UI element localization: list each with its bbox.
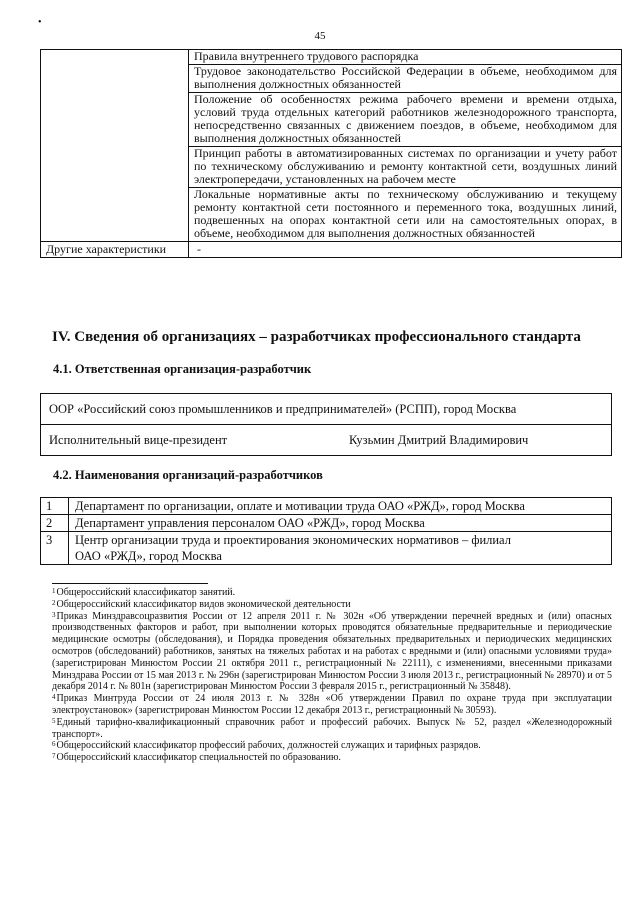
table-cell-empty: [41, 50, 189, 242]
page-number: 45: [314, 30, 326, 42]
developer-name: Центр организации труда и проектирования экономических нормативов – филиал ОАО «РЖД», город Москва: [69, 532, 612, 565]
responsible-signatory: [41, 425, 612, 456]
footnote-divider: [52, 583, 208, 584]
footnote-text: Приказ Минздравсоцразвития России от 12 апреля 2011 г. № 302н «Об утверждении перечней вредных и (или) опасных производственных факторов и работ, при выполнении которых проводятся обязательные предварительные и периодические медицинские осмотры (обследования), и Порядка проведения обязательных предварительных и периодических медицинских осмотров (обследований) работников, занятых на тяжелых работах и на работах с вредными и (или) опасными условиями труда» (зарегистрирован Минюстом России 21 октября 2011 г., регистрационный № 22111), с изменениями, внесенными приказами Минздрава России от 15 мая 2013 г. № 296н (зарегистрирован Минюстом России 3 июля 2013 г., регистрационный № 28970) и от 5 декабря 2014 г. № 801н (зарегистрирован Минюстом России 3 февраля 2015 г., регистрационный № 35848).: [52, 610, 612, 693]
footnote-text: Единый тарифно-квалификационный справочник работ и профессий рабочих. Выпуск № 52, раздел «Железнодорожный транспорт».: [52, 716, 612, 740]
footnote: [52, 599, 612, 611]
footnote: [52, 740, 612, 752]
corner-mark: •: [38, 17, 42, 28]
footnote-number: 4: [52, 693, 56, 702]
row-number: 1: [41, 498, 69, 515]
footnote-number: 7: [52, 752, 56, 761]
table-cell: Локальные нормативные акты по техническому обслуживанию и текущему ремонту контактной сети постоянного и переменного тока, воздушных линий, подвешенных на опорах контактной сети или на самостоятельных опорах, в объеме, необходимом для выполнения должностных обязанностей: [189, 188, 622, 242]
table-row: [41, 515, 612, 532]
footnote-number: 3: [52, 610, 56, 619]
table-row: [41, 394, 612, 425]
footnote-number: 1: [52, 587, 56, 595]
table-row: [41, 425, 612, 456]
responsible-organization: ООР «Российский союз промышленников и предпринимателей» (РСПП), город Москва: [41, 394, 612, 425]
other-characteristics-value: -: [189, 242, 622, 258]
footnote-text: Приказ Минтруда России от 24 июля 2013 г. № 328н «Об утверждении Правил по охране труда при эксплуатации электроустановок» (зарегистрирован Минюстом России 12 декабря 2013 г., регистрационный № 30593).: [52, 693, 612, 716]
table-row: [41, 532, 612, 565]
footnote: [52, 717, 612, 741]
table-cell: Положение об особенностях режима рабочего времени и времени отдыха, условий труда отдельных категорий работников железнодорожного транспорта, непосредственно связанных с движением поездов, в объеме, необходимом для выполнения должностных обязанностей: [189, 93, 622, 147]
table-row: [41, 50, 622, 65]
responsible-person: Кузьмин Дмитрий Владимирович: [349, 432, 529, 447]
footnote-text: Общероссийский классификатор специальностей по образованию.: [56, 752, 341, 764]
footnote-number: 6: [52, 740, 56, 749]
section-title: IV. Сведения об организациях – разработчиках профессионального стандарта: [52, 329, 581, 345]
table-row-other-characteristics: [41, 242, 622, 258]
footnote-text: Общероссийский классификатор занятий.: [56, 587, 236, 598]
developer-name: Департамент управления персоналом ОАО «РЖД», город Москва: [69, 515, 612, 532]
footnote-number: 2: [52, 598, 56, 607]
responsible-heading: 4.1. Ответственная организация-разработчик: [53, 362, 312, 376]
footnote: [52, 611, 612, 694]
other-characteristics-label: Другие характеристики: [41, 242, 189, 258]
footnote-number: 5: [52, 716, 56, 725]
row-number: 3: [41, 532, 69, 565]
table-row: [41, 498, 612, 515]
footnote-text: Общероссийский классификатор профессий рабочих, должностей служащих и тарифных разрядов.: [56, 740, 481, 752]
footnote-text: Общероссийский классификатор видов экономической деятельности: [56, 598, 351, 610]
developers-table: [40, 497, 612, 565]
footnote: [52, 587, 612, 599]
footnote: [52, 752, 612, 764]
responsible-organization-table: [40, 393, 612, 456]
row-number: 2: [41, 515, 69, 532]
footnotes: [52, 587, 612, 764]
requirements-table: [40, 49, 622, 258]
table-cell: Правила внутреннего трудового распорядка: [189, 50, 622, 65]
developer-name: Департамент по организации, оплате и мотивации труда ОАО «РЖД», город Москва: [69, 498, 612, 515]
developers-heading: 4.2. Наименования организаций-разработчиков: [53, 468, 323, 482]
footnote: [52, 693, 612, 717]
responsible-role: Исполнительный вице-президент: [49, 432, 228, 447]
table-cell: Принцип работы в автоматизированных системах по организации и учету работ по техническому обслуживанию и ремонту контактной сети, воздушных линий электропередачи, установленных на рабочем месте: [189, 147, 622, 188]
table-cell: Трудовое законодательство Российской Федерации в объеме, необходимом для выполнения должностных обязанностей: [189, 65, 622, 93]
